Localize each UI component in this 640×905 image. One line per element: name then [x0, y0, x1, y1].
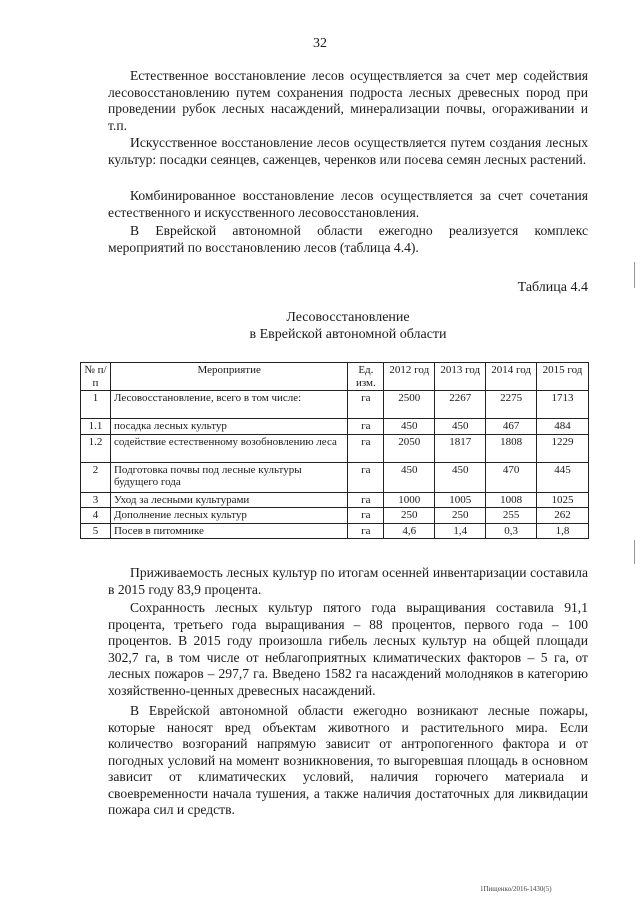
cell-measure: Дополнение лесных культур	[110, 508, 347, 524]
cell-number: 1.2	[81, 434, 111, 462]
scan-edge-mark	[634, 540, 635, 564]
paragraph-artificial-restoration: Искусственное восстановление лесов осуществляется путем создания лесных культур: посадки сеянцев, саженцев, черенков или посева семян лесных растений.	[108, 135, 588, 167]
cell-2014: 2275	[486, 391, 537, 419]
cell-2013: 450	[435, 462, 486, 492]
cell-2013: 2267	[435, 391, 486, 419]
cell-2013: 1817	[435, 434, 486, 462]
table-row	[81, 434, 589, 462]
cell-2014: 0,3	[486, 523, 537, 539]
table-title-line1: Лесовосстановление	[286, 310, 410, 325]
cell-2014: 1808	[486, 434, 537, 462]
table-row	[81, 523, 589, 539]
header-2015: 2015 год	[537, 363, 589, 391]
cell-number: 1.1	[81, 419, 111, 435]
paragraph-preservation: Сохранность лесных культур пятого года выращивания составила 91,1 процента, третьего года выращивания – 88 процентов, первого года – 100 процентов. В 2015 году произошла гибель лесных культур на общей площади 302,7 га, в том числе от неблагоприятных климатических факторов – 5 га, от лесных пожаров – 297,7 га. Введено 1582 га насаждений молодняков в категорию хозяйственно-ценных древесных насаждений.	[108, 600, 588, 698]
cell-2012: 2500	[384, 391, 435, 419]
cell-number: 1	[81, 391, 111, 419]
cell-number: 3	[81, 492, 111, 508]
cell-number: 4	[81, 508, 111, 524]
cell-2014: 1008	[486, 492, 537, 508]
table-row	[81, 508, 589, 524]
footer-code: 1Пищенко/2016-1430(5)	[480, 885, 552, 893]
header-2013: 2013 год	[435, 363, 486, 391]
table-row	[81, 391, 589, 419]
header-number: № п/п	[81, 363, 111, 391]
cell-measure: Лесовосстановление, всего в том числе:	[110, 391, 347, 419]
cell-measure: Подготовка почвы под лесные культуры будущего года	[110, 462, 347, 492]
cell-unit: га	[348, 523, 384, 539]
cell-2015: 445	[537, 462, 589, 492]
paragraph-survival-rate: Приживаемость лесных культур по итогам осенней инвентаризации составила в 2015 году 83,9 процента.	[108, 565, 588, 597]
cell-2012: 450	[384, 462, 435, 492]
cell-measure: содействие естественному возобновлению леса	[110, 434, 347, 462]
cell-2012: 4,6	[384, 523, 435, 539]
cell-2014: 470	[486, 462, 537, 492]
cell-number: 5	[81, 523, 111, 539]
header-2012: 2012 год	[384, 363, 435, 391]
cell-measure: посадка лесных культур	[110, 419, 347, 435]
header-measure: Мероприятие	[110, 363, 347, 391]
cell-2012: 1000	[384, 492, 435, 508]
cell-2015: 1713	[537, 391, 589, 419]
cell-2015: 262	[537, 508, 589, 524]
paragraph-measures-intro: В Еврейской автономной области ежегодно реализуется комплекс мероприятий по восстановлению лесов (таблица 4.4).	[108, 223, 588, 255]
page-number: 32	[313, 36, 327, 51]
cell-2014: 467	[486, 419, 537, 435]
paragraph-natural-restoration: Естественное восстановление лесов осуществляется за счет мер содействия лесовосстановлению путем сохранения подроста лесных древесных пород при проведении рубок лесных насаждений, минерализации почвы, огораживании и т.п.	[108, 68, 588, 133]
cell-2015: 484	[537, 419, 589, 435]
table-title	[108, 309, 588, 343]
cell-2013: 450	[435, 419, 486, 435]
cell-2015: 1025	[537, 492, 589, 508]
table-row	[81, 462, 589, 492]
cell-2013: 1005	[435, 492, 486, 508]
table-label: Таблица 4.4	[517, 280, 588, 295]
cell-2015: 1,8	[537, 523, 589, 539]
cell-unit: га	[348, 462, 384, 492]
cell-2012: 2050	[384, 434, 435, 462]
cell-unit: га	[348, 434, 384, 462]
cell-2013: 250	[435, 508, 486, 524]
table-row	[81, 419, 589, 435]
cell-measure: Посев в питомнике	[110, 523, 347, 539]
cell-2015: 1229	[537, 434, 589, 462]
cell-2012: 450	[384, 419, 435, 435]
cell-unit: га	[348, 492, 384, 508]
paragraph-combined-restoration: Комбинированное восстановление лесов осуществляется за счет сочетания естественного и искусственного лесовосстановления.	[108, 188, 588, 220]
cell-2013: 1,4	[435, 523, 486, 539]
cell-unit: га	[348, 391, 384, 419]
cell-2012: 250	[384, 508, 435, 524]
cell-number: 2	[81, 462, 111, 492]
cell-unit: га	[348, 419, 384, 435]
cell-measure: Уход за лесными культурами	[110, 492, 347, 508]
cell-2014: 255	[486, 508, 537, 524]
header-2014: 2014 год	[486, 363, 537, 391]
scan-edge-mark	[634, 262, 635, 288]
table-row	[81, 492, 589, 508]
table-header-row	[81, 363, 589, 391]
paragraph-forest-fires: В Еврейской автономной области ежегодно возникают лесные пожары, которые наносят вред объектам животного и растительного мира. Если количество возгораний напрямую зависит от антропогенного фактора и от погодных условий на момент возникновения, то выгоревшая площадь в основном зависит от климатических условий, наличия горючего материала и своевременности начала тушения, а также наличия достаточных для ликвидации пожара сил и средств.	[108, 703, 588, 817]
header-unit: Ед. изм.	[348, 363, 384, 391]
reforestation-table	[80, 362, 589, 539]
cell-unit: га	[348, 508, 384, 524]
table-title-line2: в Еврейской автономной области	[249, 327, 447, 342]
